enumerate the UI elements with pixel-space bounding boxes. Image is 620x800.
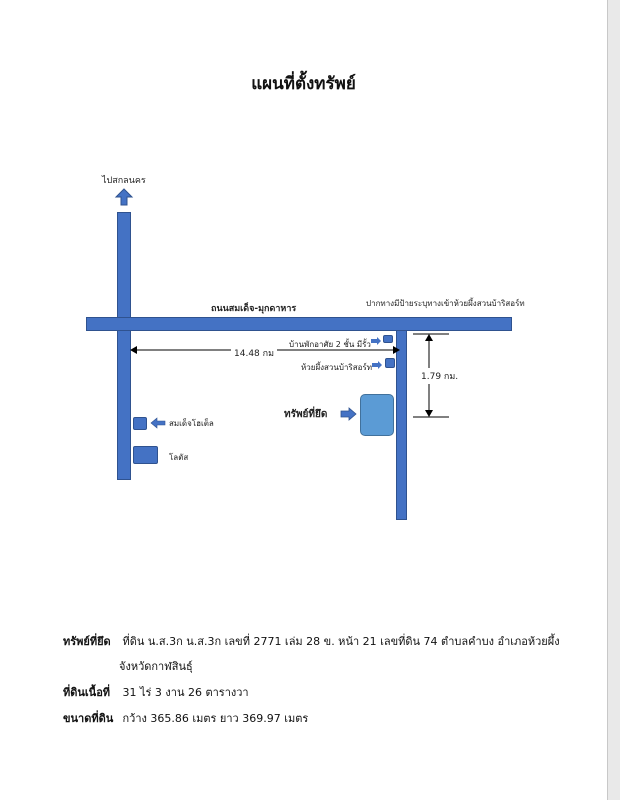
- land-size-key: ขนาดที่ดิน: [63, 712, 114, 725]
- property-detail-row-continued: [119, 657, 193, 675]
- land-area-value: 31 ไร่ 3 งาน 26 ตารางวา: [122, 686, 249, 699]
- land-size-row: [63, 709, 308, 727]
- hotel-label: สมเด็จโฮเต็ล: [169, 419, 214, 428]
- resort-marker: [385, 358, 395, 368]
- distance-horizontal-label: 14.48 กม: [231, 346, 277, 360]
- main-road: [86, 317, 512, 331]
- property-label: ทรัพย์ที่ยึด: [284, 409, 328, 420]
- main-road-label: ถนนสมเด็จ-มุกดาหาร: [211, 304, 297, 314]
- access-road: [396, 330, 407, 520]
- left-vertical-road: [117, 212, 131, 480]
- house-marker: [383, 335, 393, 343]
- lotus-marker: [133, 446, 158, 464]
- distance-vertical-label: 1.79 กม.: [420, 368, 459, 384]
- house-label: บ้านพักอาศัย 2 ชั้น มีรั้ว: [289, 340, 371, 349]
- page-title: แผนที่ตั้งทรัพย์: [251, 74, 356, 94]
- property-detail-value: ที่ดิน น.ส.3ก น.ส.3ก เลขที่ 2771 เล่ม 28 ข. หน้า 21 เลขที่ดิน 74 ตำบลคำบง อำเภอห้วยผึ้ง: [122, 635, 560, 648]
- lotus-label: โลตัส: [169, 453, 189, 462]
- property-detail-value-continued: จังหวัดกาฬสินธุ์: [119, 660, 193, 673]
- arrow-right-icon: [340, 407, 357, 421]
- property-marker: [360, 394, 394, 436]
- property-detail-key: ทรัพย์ที่ยึด: [63, 635, 111, 648]
- arrow-right-icon: [371, 360, 383, 370]
- north-arrow-icon: [114, 188, 134, 206]
- land-area-key: ที่ดินเนื้อที่: [63, 686, 111, 699]
- arrow-left-icon: [150, 417, 166, 429]
- land-size-value: กว้าง 365.86 เมตร ยาว 369.97 เมตร: [122, 712, 309, 725]
- hotel-marker: [133, 417, 147, 430]
- junction-label: ปากทางมีป้ายระบุทางเข้าห้วยผึ้งสวนบ้าริสอร์ท: [366, 299, 525, 308]
- property-detail-row: [63, 632, 560, 650]
- resort-label: ห้วยผึ้งสวนบ้าริสอร์ท: [301, 363, 373, 372]
- north-direction-label: ไปสกลนคร: [102, 176, 146, 186]
- land-area-row: [63, 683, 249, 701]
